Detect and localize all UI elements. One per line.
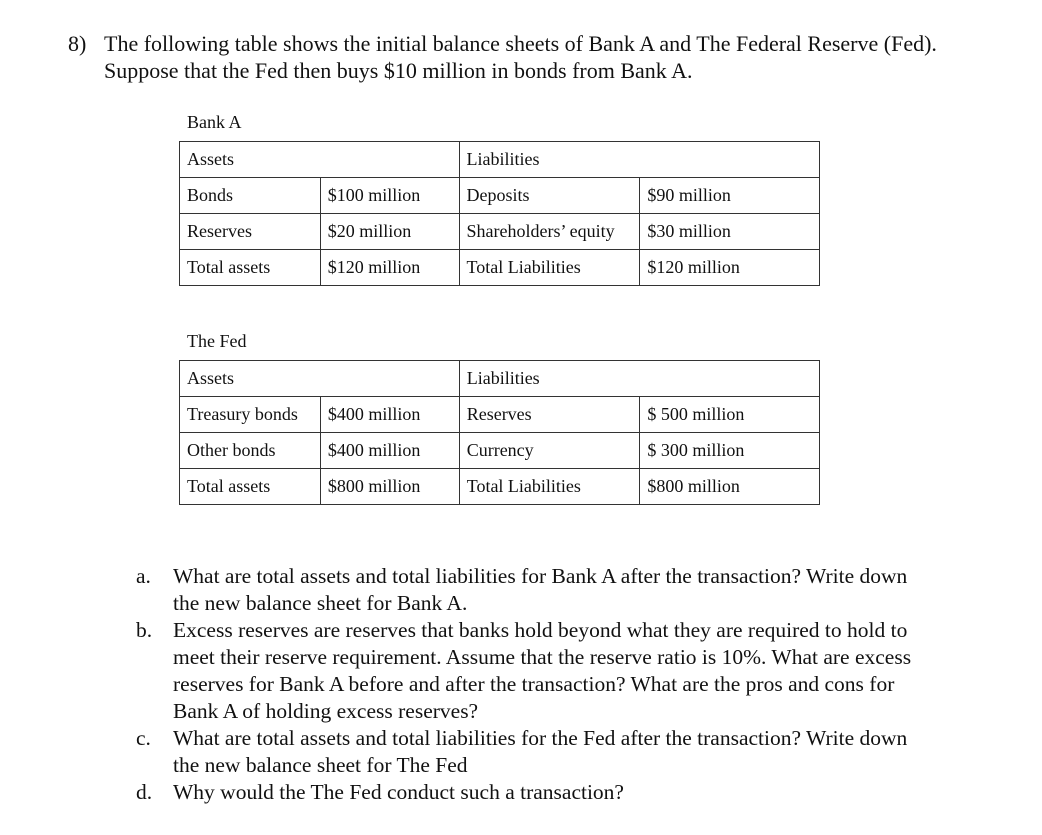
table-cell: $30 million — [640, 214, 820, 250]
subquestion-d — [136, 779, 936, 806]
fed-balance-sheet — [179, 360, 820, 505]
table-cell: Currency — [459, 433, 640, 469]
assets-header: Assets — [180, 142, 460, 178]
table-cell: Reserves — [180, 214, 321, 250]
table-cell: $800 million — [640, 469, 820, 505]
subquestion-label: c. — [136, 726, 151, 750]
subquestion-text: What are total assets and total liabilities for the Fed after the transaction? Write down the new balance sheet for The Fed — [173, 726, 908, 777]
table-cell: Total Liabilities — [459, 250, 640, 286]
table-cell: Total assets — [180, 250, 321, 286]
subquestion-label: b. — [136, 618, 153, 642]
bank-a-balance-sheet — [179, 141, 820, 286]
table-cell: $120 million — [320, 250, 459, 286]
fed-title: The Fed — [187, 331, 247, 351]
table-cell: Other bonds — [180, 433, 321, 469]
table-row — [180, 469, 820, 505]
subquestion-text: Excess reserves are reserves that banks hold beyond what they are required to hold to meet their reserve requirement. Assume that the reserve ratio is 10%. What are excess reserves for Bank A before and after the transaction? What are the pros and cons for Bank A of holding excess reserves? — [173, 618, 912, 723]
table-cell: $400 million — [320, 397, 459, 433]
assets-header: Assets — [180, 361, 460, 397]
table-row — [180, 214, 820, 250]
table-cell: $800 million — [320, 469, 459, 505]
table-cell: $20 million — [320, 214, 459, 250]
table-cell: Deposits — [459, 178, 640, 214]
table-cell: $90 million — [640, 178, 820, 214]
table-row — [180, 397, 820, 433]
subquestion-text: What are total assets and total liabilities for Bank A after the transaction? Write down the new balance sheet for Bank A. — [173, 564, 908, 615]
subquestion-label: a. — [136, 564, 151, 588]
question-number: 8) — [68, 31, 87, 56]
subquestion-list — [136, 563, 936, 806]
subquestion-c — [136, 725, 936, 779]
table-cell: Treasury bonds — [180, 397, 321, 433]
table-cell: $400 million — [320, 433, 459, 469]
table-cell: Reserves — [459, 397, 640, 433]
subquestion-text: Why would the The Fed conduct such a transaction? — [173, 780, 624, 804]
table-cell: $ 300 million — [640, 433, 820, 469]
table-row — [180, 178, 820, 214]
table-cell: $100 million — [320, 178, 459, 214]
subquestion-label: d. — [136, 780, 153, 804]
table-cell: $ 500 million — [640, 397, 820, 433]
table-row — [180, 142, 820, 178]
table-row — [180, 250, 820, 286]
table-row — [180, 361, 820, 397]
table-cell: $120 million — [640, 250, 820, 286]
table-cell: Total assets — [180, 469, 321, 505]
table-cell: Bonds — [180, 178, 321, 214]
question-intro — [68, 30, 948, 84]
subquestion-a — [136, 563, 936, 617]
table-cell: Shareholders’ equity — [459, 214, 640, 250]
liabilities-header: Liabilities — [459, 142, 819, 178]
liabilities-header: Liabilities — [459, 361, 819, 397]
subquestion-b — [136, 617, 936, 725]
bank-a-title: Bank A — [187, 112, 242, 132]
table-cell: Total Liabilities — [459, 469, 640, 505]
question-text: The following table shows the initial balance sheets of Bank A and The Federal Reserve (Fed). Suppose that the Fed then buys $10 million in bonds from Bank A. — [104, 31, 937, 83]
table-row — [180, 433, 820, 469]
